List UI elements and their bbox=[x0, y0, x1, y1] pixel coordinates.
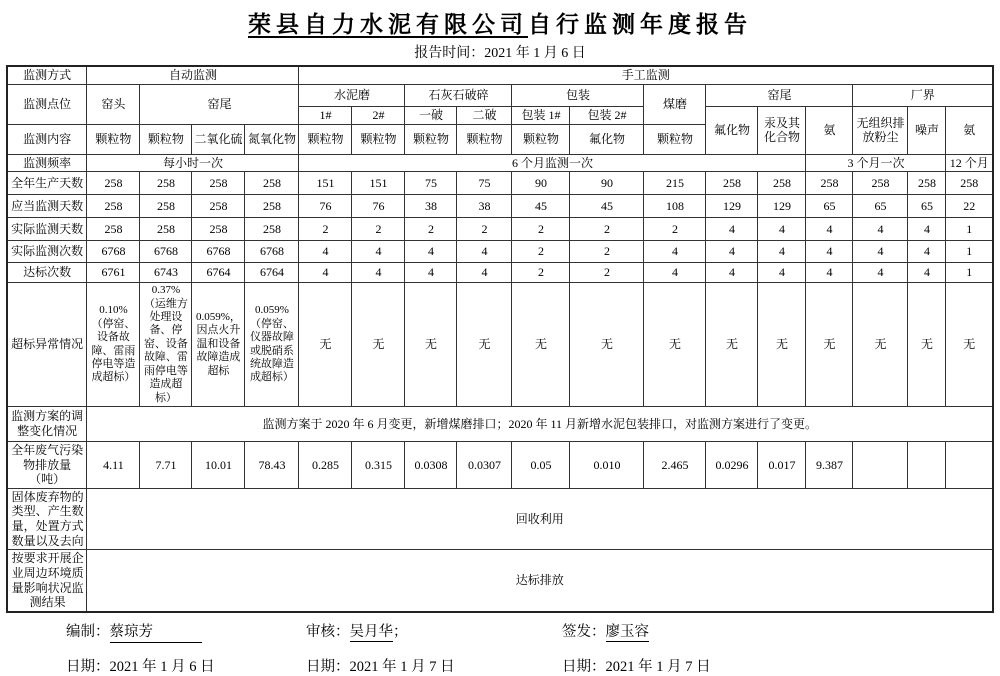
table-cell: 258 bbox=[87, 195, 140, 218]
issued-name: 廖玉容 bbox=[605, 623, 649, 640]
table-cell: 1 bbox=[946, 218, 993, 241]
row-emission bbox=[7, 441, 993, 488]
table-cell: 6768 bbox=[192, 241, 245, 263]
table-cell: 0.285 bbox=[299, 441, 352, 488]
frequency-cell: 每小时一次 bbox=[87, 154, 299, 172]
table-cell: 0.0307 bbox=[457, 441, 512, 488]
table-cell: 2.465 bbox=[644, 441, 706, 488]
table-cell: 4 bbox=[806, 218, 853, 241]
row-label-actual-times: 实际监测次数 bbox=[7, 241, 87, 263]
exceed-cell: 无 bbox=[644, 283, 706, 407]
subpoint-cell: 包装 1# bbox=[512, 106, 570, 124]
header-coal-mill: 煤磨 bbox=[644, 84, 706, 124]
reviewed-date bbox=[306, 655, 562, 676]
table-cell: 22 bbox=[946, 195, 993, 218]
content-cell: 颗粒物 bbox=[352, 124, 405, 154]
row-label-plan-change: 监测方案的调整变化情况 bbox=[7, 406, 87, 441]
table-cell: 6764 bbox=[192, 263, 245, 283]
row-label-frequency: 监测频率 bbox=[7, 154, 87, 172]
exceed-cell: 无 bbox=[512, 283, 570, 407]
row-method bbox=[7, 66, 993, 84]
table-cell: 2 bbox=[570, 241, 644, 263]
exceed-cell: 无 bbox=[405, 283, 457, 407]
table-cell: 4 bbox=[352, 263, 405, 283]
table-cell: 76 bbox=[299, 195, 352, 218]
row-surrounding bbox=[7, 550, 993, 612]
content-cell: 颗粒物 bbox=[512, 124, 570, 154]
table-cell: 258 bbox=[140, 172, 192, 195]
subpoint-cell: 二破 bbox=[457, 106, 512, 124]
row-label-method: 监测方式 bbox=[7, 66, 87, 84]
exceed-cell: 无 bbox=[758, 283, 806, 407]
table-cell: 258 bbox=[908, 172, 946, 195]
table-cell: 45 bbox=[570, 195, 644, 218]
table-cell: 6768 bbox=[245, 241, 299, 263]
issued-label: 签发： bbox=[562, 623, 606, 640]
table-cell: 4 bbox=[352, 241, 405, 263]
table-cell: 0.017 bbox=[758, 441, 806, 488]
content-cell: 颗粒物 bbox=[87, 124, 140, 154]
row-label-emission: 全年废气污染物排放量（吨） bbox=[7, 441, 87, 488]
table-cell: 9.387 bbox=[806, 441, 853, 488]
signature-row bbox=[66, 620, 1000, 643]
table-cell: 4 bbox=[644, 241, 706, 263]
table-cell: 2 bbox=[352, 218, 405, 241]
table-cell: 38 bbox=[457, 195, 512, 218]
table-cell: 4 bbox=[758, 218, 806, 241]
exceed-cell: 0.10%（停窑、设备故障、雷雨停电等造成超标） bbox=[87, 283, 140, 407]
table-cell: 258 bbox=[192, 195, 245, 218]
table-cell: 45 bbox=[512, 195, 570, 218]
content-cell: 氟化物 bbox=[706, 106, 758, 154]
row-required-days bbox=[7, 195, 993, 218]
header-kiln-tail-manual: 窑尾 bbox=[706, 84, 853, 106]
table-cell: 4 bbox=[853, 218, 908, 241]
header-kiln-tail: 窑尾 bbox=[140, 84, 299, 124]
row-passed-times bbox=[7, 263, 993, 283]
table-cell: 65 bbox=[853, 195, 908, 218]
table-cell: 258 bbox=[87, 172, 140, 195]
prepared-label: 编制： bbox=[66, 623, 110, 640]
subpoint-cell: 2# bbox=[352, 106, 405, 124]
row-actual-times bbox=[7, 241, 993, 263]
reviewed-label: 审核： bbox=[306, 623, 350, 640]
row-label-surrounding: 按要求开展企业周边环境质量影响状况监测结果 bbox=[7, 550, 87, 612]
table-cell: 258 bbox=[853, 172, 908, 195]
row-production-days bbox=[7, 172, 993, 195]
table-cell: 1 bbox=[946, 241, 993, 263]
frequency-cell: 3 个月一次 bbox=[806, 154, 946, 172]
exceed-cell: 无 bbox=[299, 283, 352, 407]
report-time: 报告时间：2021 年 1 月 6 日 bbox=[414, 46, 586, 61]
table-cell: 78.43 bbox=[245, 441, 299, 488]
table-cell: 4 bbox=[706, 241, 758, 263]
table-cell: 2 bbox=[570, 218, 644, 241]
table-cell bbox=[946, 441, 993, 488]
row-plan-change bbox=[7, 406, 993, 441]
content-cell: 氨 bbox=[946, 106, 993, 154]
page-title bbox=[0, 6, 1000, 39]
subpoint-cell: 一破 bbox=[405, 106, 457, 124]
table-cell: 4 bbox=[908, 263, 946, 283]
table-cell: 258 bbox=[758, 172, 806, 195]
row-label-passed-times: 达标次数 bbox=[7, 263, 87, 283]
prepared-by bbox=[66, 620, 306, 643]
content-cell: 氨 bbox=[806, 106, 853, 154]
table-cell: 65 bbox=[806, 195, 853, 218]
table-cell: 151 bbox=[299, 172, 352, 195]
table-cell: 2 bbox=[299, 218, 352, 241]
row-frequency bbox=[7, 154, 993, 172]
table-cell: 4 bbox=[299, 263, 352, 283]
row-actual-days bbox=[7, 218, 993, 241]
content-cell: 颗粒物 bbox=[644, 124, 706, 154]
method-auto: 自动监测 bbox=[87, 66, 299, 84]
issued-date bbox=[562, 655, 1000, 676]
header-kiln-head: 窑头 bbox=[87, 84, 140, 124]
table-cell: 0.0296 bbox=[706, 441, 758, 488]
table-cell: 129 bbox=[706, 195, 758, 218]
frequency-cell: 6 个月监测一次 bbox=[299, 154, 806, 172]
content-cell: 噪声 bbox=[908, 106, 946, 154]
table-cell: 4 bbox=[405, 263, 457, 283]
content-cell: 颗粒物 bbox=[457, 124, 512, 154]
table-cell: 6764 bbox=[245, 263, 299, 283]
company-name: 荣县自力水泥有限公司 bbox=[248, 12, 528, 37]
table-cell: 75 bbox=[405, 172, 457, 195]
table-cell: 4 bbox=[457, 241, 512, 263]
row-label-actual-days: 实际监测天数 bbox=[7, 218, 87, 241]
content-cell: 颗粒物 bbox=[299, 124, 352, 154]
table-cell: 2 bbox=[512, 241, 570, 263]
reviewed-suffix: ； bbox=[393, 623, 408, 640]
reviewed-name: 吴月华 bbox=[349, 623, 393, 640]
table-cell: 10.01 bbox=[192, 441, 245, 488]
table-cell: 6761 bbox=[87, 263, 140, 283]
table-cell: 258 bbox=[87, 218, 140, 241]
row-solid-waste bbox=[7, 488, 993, 550]
header-cement-mill: 水泥磨 bbox=[299, 84, 405, 106]
content-cell: 颗粒物 bbox=[405, 124, 457, 154]
table-cell bbox=[853, 441, 908, 488]
table-cell: 4 bbox=[405, 241, 457, 263]
exceed-cell: 无 bbox=[908, 283, 946, 407]
table-cell: 6768 bbox=[140, 241, 192, 263]
subpoint-cell: 包装 2# bbox=[570, 106, 644, 124]
content-cell: 氮氧化物 bbox=[245, 124, 299, 154]
table-cell: 4 bbox=[758, 241, 806, 263]
table-cell: 1 bbox=[946, 263, 993, 283]
plan-change-text: 监测方案于 2020 年 6 月变更，新增煤磨排口；2020 年 11 月新增水泥包装排口，对监测方案进行了变更。 bbox=[87, 406, 993, 441]
annual-report-page bbox=[0, 6, 1000, 676]
solid-waste-value: 回收利用 bbox=[87, 488, 993, 550]
table-cell: 258 bbox=[245, 218, 299, 241]
table-cell: 258 bbox=[806, 172, 853, 195]
table-cell: 90 bbox=[570, 172, 644, 195]
row-exceed bbox=[7, 283, 993, 407]
content-cell: 氟化物 bbox=[570, 124, 644, 154]
date-value: 2021 年 1 月 6 日 bbox=[109, 658, 215, 675]
date-label: 日期： bbox=[562, 658, 606, 675]
table-cell: 0.05 bbox=[512, 441, 570, 488]
table-cell: 4 bbox=[299, 241, 352, 263]
table-cell: 65 bbox=[908, 195, 946, 218]
exceed-cell: 无 bbox=[570, 283, 644, 407]
title-suffix: 自行监测年度报告 bbox=[528, 12, 752, 37]
header-packing: 包装 bbox=[512, 84, 644, 106]
table-cell: 215 bbox=[644, 172, 706, 195]
table-cell: 6768 bbox=[87, 241, 140, 263]
table-cell: 258 bbox=[245, 172, 299, 195]
table-cell: 108 bbox=[644, 195, 706, 218]
prepared-name: 蔡琼芳 bbox=[110, 620, 202, 643]
table-cell: 4 bbox=[853, 241, 908, 263]
table-cell: 4 bbox=[457, 263, 512, 283]
exceed-cell: 无 bbox=[806, 283, 853, 407]
table-cell: 90 bbox=[512, 172, 570, 195]
table-cell: 4 bbox=[644, 263, 706, 283]
table-cell: 4 bbox=[758, 263, 806, 283]
table-cell: 258 bbox=[706, 172, 758, 195]
table-cell: 38 bbox=[405, 195, 457, 218]
table-cell: 2 bbox=[405, 218, 457, 241]
table-cell: 129 bbox=[758, 195, 806, 218]
table-cell: 4 bbox=[806, 241, 853, 263]
table-cell: 7.71 bbox=[140, 441, 192, 488]
subpoint-cell: 1# bbox=[299, 106, 352, 124]
exceed-cell: 0.059%，因点火升温和设备故障造成超标 bbox=[192, 283, 245, 407]
issued-by bbox=[562, 620, 1000, 643]
header-plant-boundary: 厂界 bbox=[853, 84, 993, 106]
frequency-cell: 12 个月 bbox=[946, 154, 993, 172]
method-manual: 手工监测 bbox=[299, 66, 993, 84]
table-cell: 2 bbox=[570, 263, 644, 283]
table-cell: 4 bbox=[806, 263, 853, 283]
table-cell: 4 bbox=[908, 241, 946, 263]
date-value: 2021 年 1 月 7 日 bbox=[349, 658, 455, 675]
row-label-location: 监测点位 bbox=[7, 84, 87, 124]
date-label: 日期： bbox=[66, 658, 110, 675]
exceed-cell: 0.059%（停窑、仪器故障或脱硝系统故障造成超标） bbox=[245, 283, 299, 407]
table-cell: 4 bbox=[706, 218, 758, 241]
table-cell: 151 bbox=[352, 172, 405, 195]
table-cell: 6743 bbox=[140, 263, 192, 283]
table-cell: 0.010 bbox=[570, 441, 644, 488]
table-cell: 258 bbox=[946, 172, 993, 195]
date-row bbox=[66, 655, 1000, 676]
content-cell: 汞及其化合物 bbox=[758, 106, 806, 154]
table-cell: 4.11 bbox=[87, 441, 140, 488]
table-cell: 76 bbox=[352, 195, 405, 218]
date-label: 日期： bbox=[306, 658, 350, 675]
exceed-cell: 无 bbox=[352, 283, 405, 407]
prepared-date bbox=[66, 655, 306, 676]
row-label-exceed: 超标异常情况 bbox=[7, 283, 87, 407]
table-cell: 258 bbox=[245, 195, 299, 218]
content-cell: 无组织排放粉尘 bbox=[853, 106, 908, 154]
table-cell: 258 bbox=[192, 172, 245, 195]
date-value: 2021 年 1 月 7 日 bbox=[605, 658, 711, 675]
exceed-cell: 无 bbox=[457, 283, 512, 407]
table-cell: 0.315 bbox=[352, 441, 405, 488]
row-label-required-days: 应当监测天数 bbox=[7, 195, 87, 218]
table-cell: 2 bbox=[512, 218, 570, 241]
content-cell: 二氧化硫 bbox=[192, 124, 245, 154]
signature-block bbox=[0, 620, 1000, 676]
exceed-cell: 无 bbox=[706, 283, 758, 407]
header-limestone-crush: 石灰石破碎 bbox=[405, 84, 512, 106]
exceed-cell: 无 bbox=[946, 283, 993, 407]
reviewed-by bbox=[306, 620, 562, 643]
exceed-cell: 0.37%（运维方处理设备、停窑、设备故障、雷雨停电等造成超标） bbox=[140, 283, 192, 407]
table-cell: 2 bbox=[457, 218, 512, 241]
exceed-cell: 无 bbox=[853, 283, 908, 407]
table-cell: 75 bbox=[457, 172, 512, 195]
table-cell: 2 bbox=[644, 218, 706, 241]
table-cell: 2 bbox=[512, 263, 570, 283]
table-cell: 258 bbox=[140, 218, 192, 241]
table-cell: 0.0308 bbox=[405, 441, 457, 488]
table-cell: 4 bbox=[853, 263, 908, 283]
content-cell: 颗粒物 bbox=[140, 124, 192, 154]
row-label-production-days: 全年生产天数 bbox=[7, 172, 87, 195]
table-cell: 258 bbox=[192, 218, 245, 241]
monitoring-table bbox=[6, 65, 994, 613]
row-location bbox=[7, 84, 993, 106]
row-label-solid-waste: 固体废弃物的类型、产生数量，处置方式数量以及去向 bbox=[7, 488, 87, 550]
table-cell: 4 bbox=[706, 263, 758, 283]
table-cell: 258 bbox=[140, 195, 192, 218]
table-cell: 4 bbox=[908, 218, 946, 241]
row-label-content: 监测内容 bbox=[7, 124, 87, 154]
table-cell bbox=[908, 441, 946, 488]
surrounding-value: 达标排放 bbox=[87, 550, 993, 612]
